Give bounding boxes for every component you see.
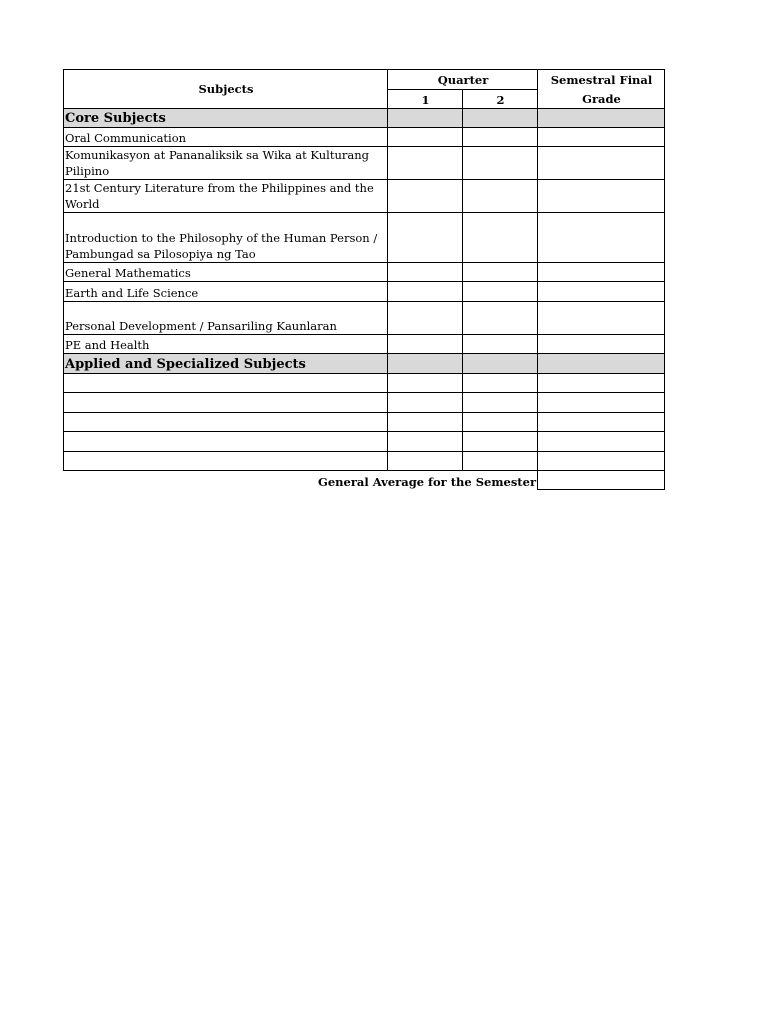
final-grade-cell[interactable]: [538, 263, 665, 282]
subject-name: Komunikasyon at Pananaliksik sa Wika at Kulturang Pilipino: [64, 147, 388, 180]
q1-grade-cell[interactable]: [388, 282, 463, 302]
final-header-line2: Grade: [582, 91, 621, 106]
blank-subject-row: [64, 413, 665, 432]
q2-grade-cell[interactable]: [463, 374, 538, 393]
blank-subject-row: [64, 374, 665, 393]
final-grade-cell[interactable]: [538, 180, 665, 213]
subject-name-cell[interactable]: [64, 374, 388, 393]
subject-name: Oral Communication: [64, 128, 388, 147]
grade-cell[interactable]: [463, 354, 538, 374]
subject-row: [64, 213, 665, 263]
q2-grade-cell[interactable]: [463, 452, 538, 471]
final-header-line1: Semestral Final: [550, 72, 653, 87]
grade-cell[interactable]: [388, 354, 463, 374]
subject-row: [64, 335, 665, 354]
quarter-2-header: 2: [463, 90, 538, 109]
blank-subject-row: [64, 432, 665, 452]
q2-grade-cell[interactable]: [463, 282, 538, 302]
core-subjects-section: [64, 109, 665, 128]
q1-grade-cell[interactable]: [388, 374, 463, 393]
q2-grade-cell[interactable]: [463, 147, 538, 180]
subject-row: [64, 180, 665, 213]
subject-row: [64, 147, 665, 180]
subject-name: Earth and Life Science: [64, 282, 388, 302]
subject-name: PE and Health: [64, 335, 388, 354]
final-grade-cell[interactable]: [538, 128, 665, 147]
q2-grade-cell[interactable]: [463, 128, 538, 147]
applied-subjects-label: Applied and Specialized Subjects: [64, 354, 388, 374]
subjects-header: Subjects: [64, 70, 388, 109]
final-grade-cell[interactable]: [538, 413, 665, 432]
grade-cell[interactable]: [538, 109, 665, 128]
q1-grade-cell[interactable]: [388, 393, 463, 413]
q1-grade-cell[interactable]: [388, 263, 463, 282]
blank-subject-row: [64, 452, 665, 471]
q1-grade-cell[interactable]: [388, 180, 463, 213]
subject-name: Personal Development / Pansariling Kaunlaran: [64, 302, 388, 335]
subject-row: [64, 128, 665, 147]
core-subjects-label: Core Subjects: [64, 109, 388, 128]
q1-grade-cell[interactable]: [388, 302, 463, 335]
q2-grade-cell[interactable]: [463, 413, 538, 432]
subject-name-cell[interactable]: [64, 393, 388, 413]
applied-subjects-section: [64, 354, 665, 374]
final-grade-cell[interactable]: [538, 213, 665, 263]
q2-grade-cell[interactable]: [463, 432, 538, 452]
subject-row: [64, 302, 665, 335]
report-card-table: [63, 69, 665, 490]
q1-grade-cell[interactable]: [388, 147, 463, 180]
subject-name-cell[interactable]: [64, 413, 388, 432]
subject-name: General Mathematics: [64, 263, 388, 282]
subject-row: [64, 282, 665, 302]
final-grade-cell[interactable]: [538, 374, 665, 393]
final-grade-cell[interactable]: [538, 335, 665, 354]
final-grade-cell[interactable]: [538, 393, 665, 413]
q1-grade-cell[interactable]: [388, 452, 463, 471]
subject-name-cell[interactable]: [64, 452, 388, 471]
subject-row: [64, 263, 665, 282]
q1-grade-cell[interactable]: [388, 128, 463, 147]
grade-cell[interactable]: [388, 109, 463, 128]
final-grade-cell[interactable]: [538, 302, 665, 335]
q1-grade-cell[interactable]: [388, 432, 463, 452]
q2-grade-cell[interactable]: [463, 213, 538, 263]
q2-grade-cell[interactable]: [463, 302, 538, 335]
general-average-label: General Average for the Semester: [318, 474, 536, 489]
grade-cell[interactable]: [463, 109, 538, 128]
quarter-header: Quarter: [388, 70, 538, 90]
final-grade-cell[interactable]: [538, 147, 665, 180]
general-average-row: [64, 471, 665, 490]
q1-grade-cell[interactable]: [388, 413, 463, 432]
semestral-final-grade-header: [538, 70, 665, 109]
subject-name-cell[interactable]: [64, 432, 388, 452]
subject-name: Introduction to the Philosophy of the Human Person / Pambungad sa Pilosopiya ng Tao: [64, 213, 388, 263]
q1-grade-cell[interactable]: [388, 213, 463, 263]
final-grade-cell[interactable]: [538, 282, 665, 302]
q2-grade-cell[interactable]: [463, 263, 538, 282]
subject-name: 21st Century Literature from the Philippines and the World: [64, 180, 388, 213]
final-grade-cell[interactable]: [538, 432, 665, 452]
q2-grade-cell[interactable]: [463, 335, 538, 354]
q2-grade-cell[interactable]: [463, 180, 538, 213]
q1-grade-cell[interactable]: [388, 335, 463, 354]
grade-cell[interactable]: [538, 354, 665, 374]
quarter-1-header: 1: [388, 90, 463, 109]
blank-subject-row: [64, 393, 665, 413]
general-average-cell[interactable]: [538, 471, 665, 490]
final-grade-cell[interactable]: [538, 452, 665, 471]
q2-grade-cell[interactable]: [463, 393, 538, 413]
